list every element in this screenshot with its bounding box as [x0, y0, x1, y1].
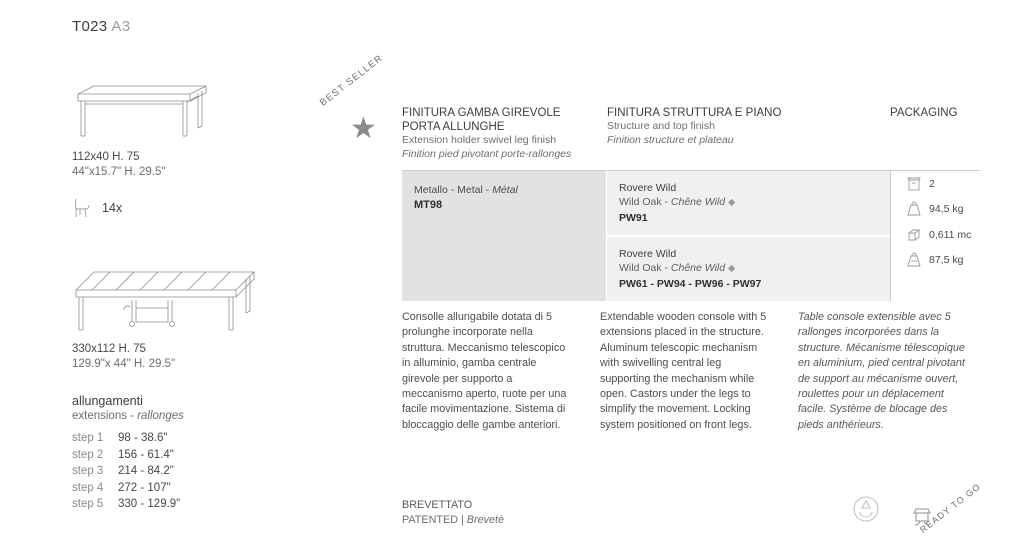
product-code: T023	[72, 18, 108, 35]
extensions-subtitle-fr: rallonges	[137, 410, 184, 422]
list-item	[72, 430, 322, 447]
chair-icon	[72, 196, 92, 220]
product-variant: A3	[111, 18, 131, 35]
header-line-en: Structure and top finish	[607, 120, 715, 132]
water-drop-icon: ◆	[728, 263, 736, 274]
water-drop-icon: ◆	[728, 197, 736, 208]
description-en-text: Extendable wooden console with 5 extensions placed in the structure. Aluminum telescopic mechanism with swivelling central leg supporting the mechanism while open. Castors under the legs to simplify the movement. Locking system positioned on front legs.	[600, 311, 767, 431]
finish-name-it: Rovere Wild	[619, 182, 677, 194]
packaging-value: 94,5 kg	[929, 203, 964, 216]
finish-codes: PW91	[619, 212, 648, 224]
description-en	[600, 310, 770, 433]
step-value: 214 - 84.2"	[118, 465, 174, 477]
patent-en: PATENTED |	[402, 514, 467, 526]
patent-en-fr	[402, 513, 504, 528]
finish-codes: PW61 - PW94 - PW96 - PW97	[619, 278, 762, 290]
packaging-column	[890, 171, 980, 301]
header-line-it-2: PORTA ALLUNGHE	[402, 121, 505, 133]
extension-steps-list	[72, 430, 322, 513]
step-value: 98 - 38.6"	[118, 432, 168, 444]
footer-badges	[852, 481, 983, 545]
gross-weight-icon	[907, 252, 921, 268]
leg-finish-names	[414, 183, 594, 197]
column-header-leg-finish	[402, 106, 607, 161]
extensions-subtitle-en: extensions -	[72, 410, 138, 422]
best-seller-badge	[318, 52, 398, 148]
step-label: step 1	[72, 432, 104, 444]
description-it-text: Consolle allungabile dotata di 5 prolunghe incorporate nella struttura. Meccanismo telescopico in alluminio, gamba centrale girevole per supporto a meccanismo aperto, ruote per una facile movimentazione. Sistema di bloccaggio delle gambe anteriori.	[402, 311, 567, 431]
star-icon: ★	[350, 112, 377, 145]
packaging-row	[907, 222, 980, 248]
table-header-row	[402, 106, 980, 171]
closed-table-drawing	[72, 80, 322, 142]
step-label: step 2	[72, 448, 104, 461]
header-line-en: Extension holder swivel leg finish	[402, 134, 557, 146]
description-block	[402, 310, 982, 433]
patent-note	[402, 498, 504, 528]
step-label: step 5	[72, 498, 104, 510]
seating-capacity	[72, 196, 322, 220]
closed-dimensions	[72, 150, 322, 180]
table-row	[607, 171, 890, 237]
closed-dimensions-metric: 112x40 H. 75	[72, 151, 140, 163]
specification-table	[402, 106, 980, 301]
step-value: 272 - 107"	[118, 481, 171, 494]
description-fr-text: Table console extensible avec 5 rallonges incorporées dans la structure. Mécanisme télescopique en aluminium, pied central pivotant de support au mécanisme ouvert, roulettes pour un déplacement facile. Système de blocage des pieds anthérieurs.	[798, 311, 965, 431]
header-line-fr: Finition structure et plateau	[607, 133, 734, 146]
leg-finish-cell	[402, 171, 607, 301]
finish-name-it: Rovere Wild	[619, 248, 677, 260]
chair-count: 14x	[102, 201, 123, 215]
patent-it: BREVETTATO	[402, 499, 473, 511]
header-line-it: FINITURA STRUTTURA E PIANO	[607, 107, 782, 119]
weight-icon	[907, 201, 921, 217]
column-header-structure-finish	[607, 106, 890, 161]
packaging-value: 0,611 mc	[929, 228, 972, 241]
header-line-fr: Finition pied pivotant porte-rallonges	[402, 147, 572, 160]
finish-name-en-fr	[619, 261, 878, 276]
list-item	[72, 463, 322, 480]
boxes-icon	[907, 176, 921, 192]
step-value: 330 - 129.9"	[118, 498, 181, 510]
finish-name-en: Wild Oak -	[619, 262, 671, 274]
ready-to-go-label: READY TO GO	[918, 481, 983, 535]
open-dimensions	[72, 342, 322, 372]
list-item	[72, 447, 322, 464]
recycle-icon	[852, 495, 880, 523]
packaging-value: 87,5 kg	[929, 254, 964, 267]
leg-finish-names-text: Metallo - Metal -	[414, 184, 493, 196]
list-item	[72, 480, 322, 497]
open-dimensions-imperial: 129.9"x 44" H. 29.5"	[72, 358, 176, 370]
header-line-it-1: FINITURA GAMBA GIREVOLE	[402, 107, 561, 119]
header-line-packaging: PACKAGING	[890, 107, 958, 119]
closed-dimensions-imperial: 44"x15.7" H. 29.5"	[72, 166, 166, 178]
patent-fr: Brevetè	[466, 514, 505, 526]
packaging-row	[907, 197, 980, 223]
leg-finish-names-fr: Métal	[492, 184, 518, 196]
best-seller-label: BEST SELLER	[318, 52, 386, 109]
description-it	[402, 310, 572, 433]
packaging-value: 2	[929, 177, 935, 190]
volume-icon	[907, 227, 921, 243]
extensions-title: allungamenti	[72, 394, 143, 408]
finish-name-en: Wild Oak -	[619, 196, 671, 208]
page-title	[72, 18, 130, 35]
left-column	[72, 80, 322, 513]
step-label: step 3	[72, 465, 104, 477]
step-value: 156 - 61.4"	[118, 448, 174, 461]
description-fr	[798, 310, 968, 433]
finish-name-fr: Chêne Wild	[670, 262, 726, 274]
finish-name-en-fr	[619, 195, 878, 210]
list-item	[72, 496, 322, 513]
table-body	[402, 171, 980, 301]
structure-finish-column	[607, 171, 890, 301]
table-row	[607, 237, 890, 301]
extensions-subtitle	[72, 410, 322, 422]
leg-finish-code: MT98	[414, 199, 443, 211]
open-dimensions-metric: 330x112 H. 75	[72, 343, 146, 355]
packaging-row	[907, 171, 980, 197]
step-label: step 4	[72, 481, 104, 494]
packaging-row	[907, 248, 980, 274]
column-header-packaging	[890, 106, 980, 161]
open-table-drawing	[72, 264, 322, 334]
finish-name-fr: Chêne Wild	[670, 196, 726, 208]
